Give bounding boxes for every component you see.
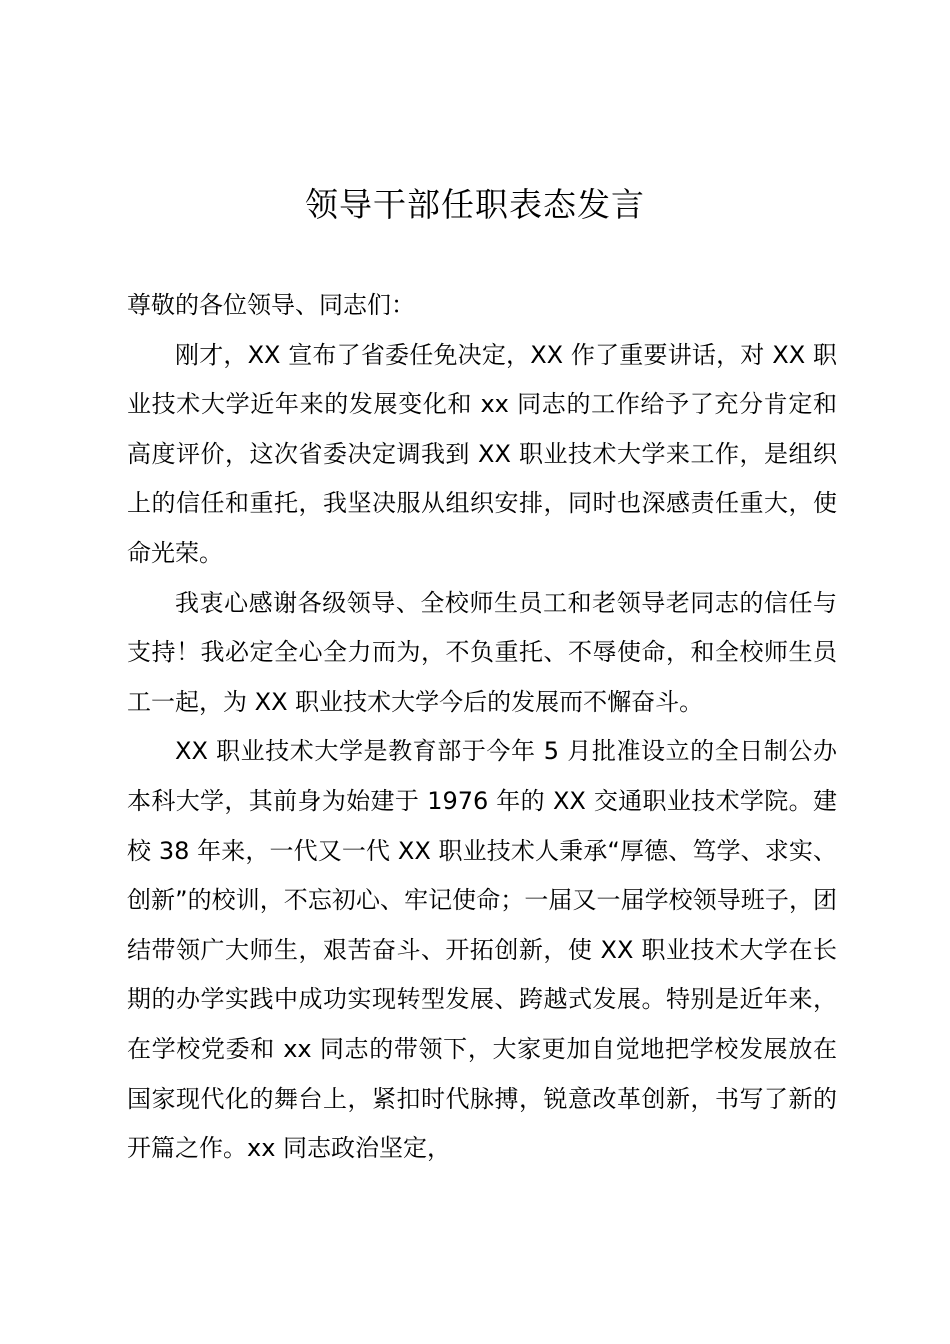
paragraph-3: XX 职业技术大学是教育部于今年 5 月批准设立的全日制公办本科大学，其前身为始建于 1976 年的 XX 交通职业技术学院。建校 38 年来，一代又一代 XX 职业技术人秉承“厚德、笃学、求实、创新”的校训，不忘初心、牢记使命；一届又一届学校领导班子，团结带领广大师生，艰苦奋斗、开拓创新，使 XX 职业技术大学在长期的办学实践中成功实现转型发展、跨越式发展。特别是近年来，在学校党委和 xx 同志的带领下，大家更加自觉地把学校发展放在国家现代化的舞台上，紧扣时代脉搏，锐意改革创新，书写了新的开篇之作。xx 同志政治坚定，	[127, 737, 837, 1163]
paragraph-2: 我衷心感谢各级领导、全校师生员工和老领导老同志的信任与支持！我必定全心全力而为，不负重托、不辱使命，和全校师生员工一起，为 XX 职业技术大学今后的发展而不懈奋斗。	[127, 588, 837, 716]
document-title: 领导干部任职表态发言	[305, 185, 645, 224]
paragraph-1: 刚才，XX 宣布了省委任免决定，XX 作了重要讲话，对 XX 职业技术大学近年来的发展变化和 xx 同志的工作给予了充分肯定和高度评价，这次省委决定调我到 XX 职业技术大学来工作，是组织上的信任和重托，我坚决服从组织安排，同时也深感责任重大，使命光荣。	[127, 340, 837, 567]
salutation: 尊敬的各位领导、同志们：	[127, 291, 415, 319]
document-body	[127, 281, 837, 1174]
